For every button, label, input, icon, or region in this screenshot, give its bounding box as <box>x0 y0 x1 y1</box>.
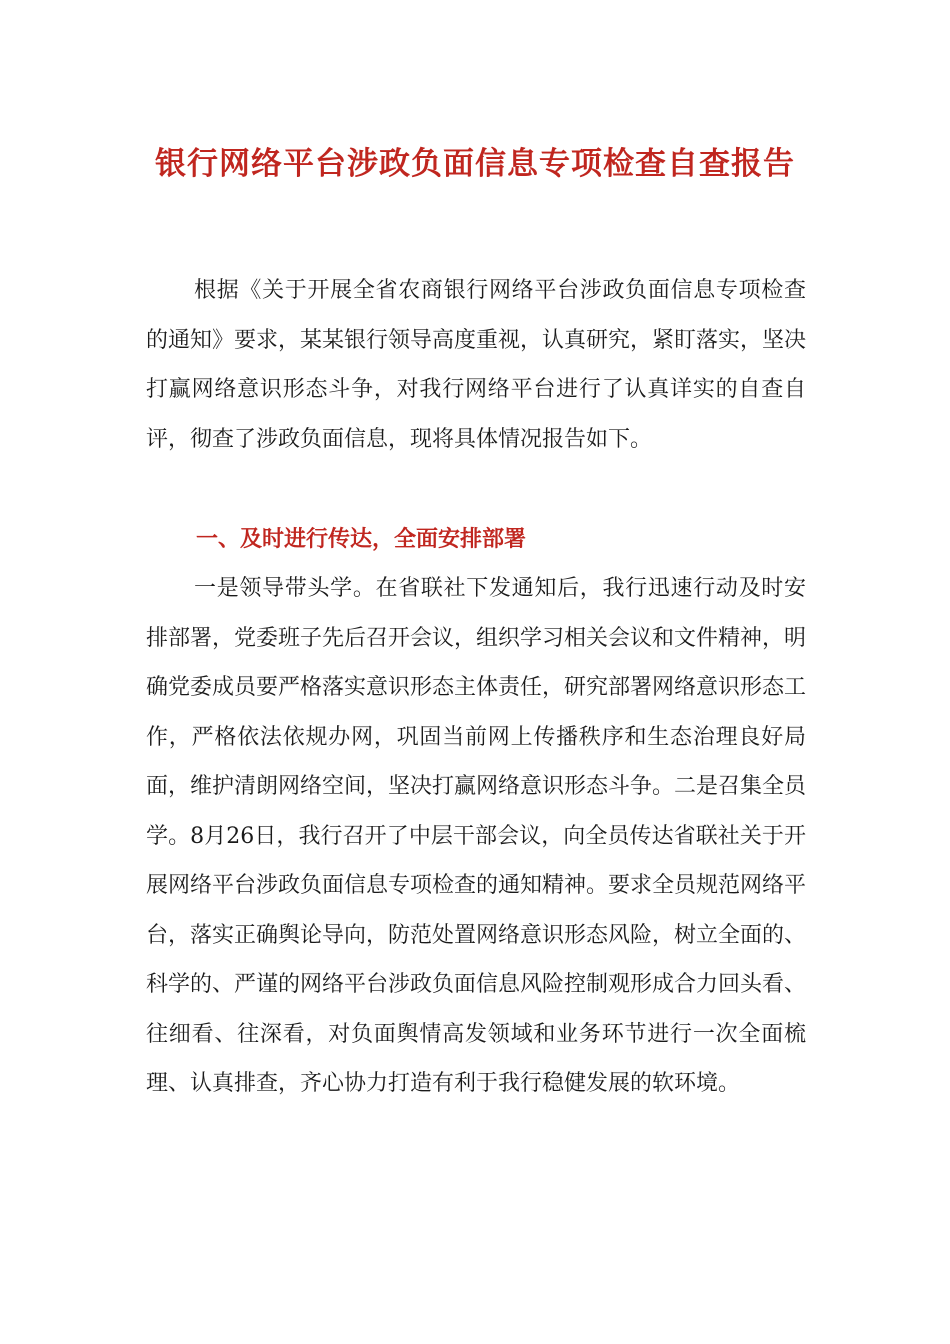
intro-paragraph: 根据《关于开展全省农商银行网络平台涉政负面信息专项检查的通知》要求，某某银行领导高度重视，认真研究，紧盯落实，坚决打赢网络意识形态斗争，对我行网络平台进行了认真详实的自查自评，彻查了涉政负面信息，现将具体情况报告如下。 <box>146 278 807 452</box>
document-title: 银行网络平台涉政负面信息专项检查自查报告 <box>155 146 795 182</box>
section-heading-1: 一、及时进行传达，全面安排部署 <box>196 527 527 552</box>
section-1-paragraph: 一是领导带头学。在省联社下发通知后，我行迅速行动及时安排部署，党委班子先后召开会议，组织学习相关会议和文件精神，明确党委成员要严格落实意识形态主体责任，研究部署网络意识形态工作，严格依法依规办网，巩固当前网上传播秩序和生态治理良好局面，维护清朗网络空间，坚决打赢网络意识形态斗争。二是召集全员学。8月26日，我行召开了中层干部会议，向全员传达省联社关于开展网络平台涉政负面信息专项检查的通知精神。要求全员规范网络平台，落实正确舆论导向，防范处置网络意识形态风险，树立全面的、科学的、严谨的网络平台涉政负面信息风险控制观形成合力回头看、往细看、往深看，对负面舆情高发领域和业务环节进行一次全面梳理、认真排查，齐心协力打造有利于我行稳健发展的软环境。 <box>146 576 807 1096</box>
